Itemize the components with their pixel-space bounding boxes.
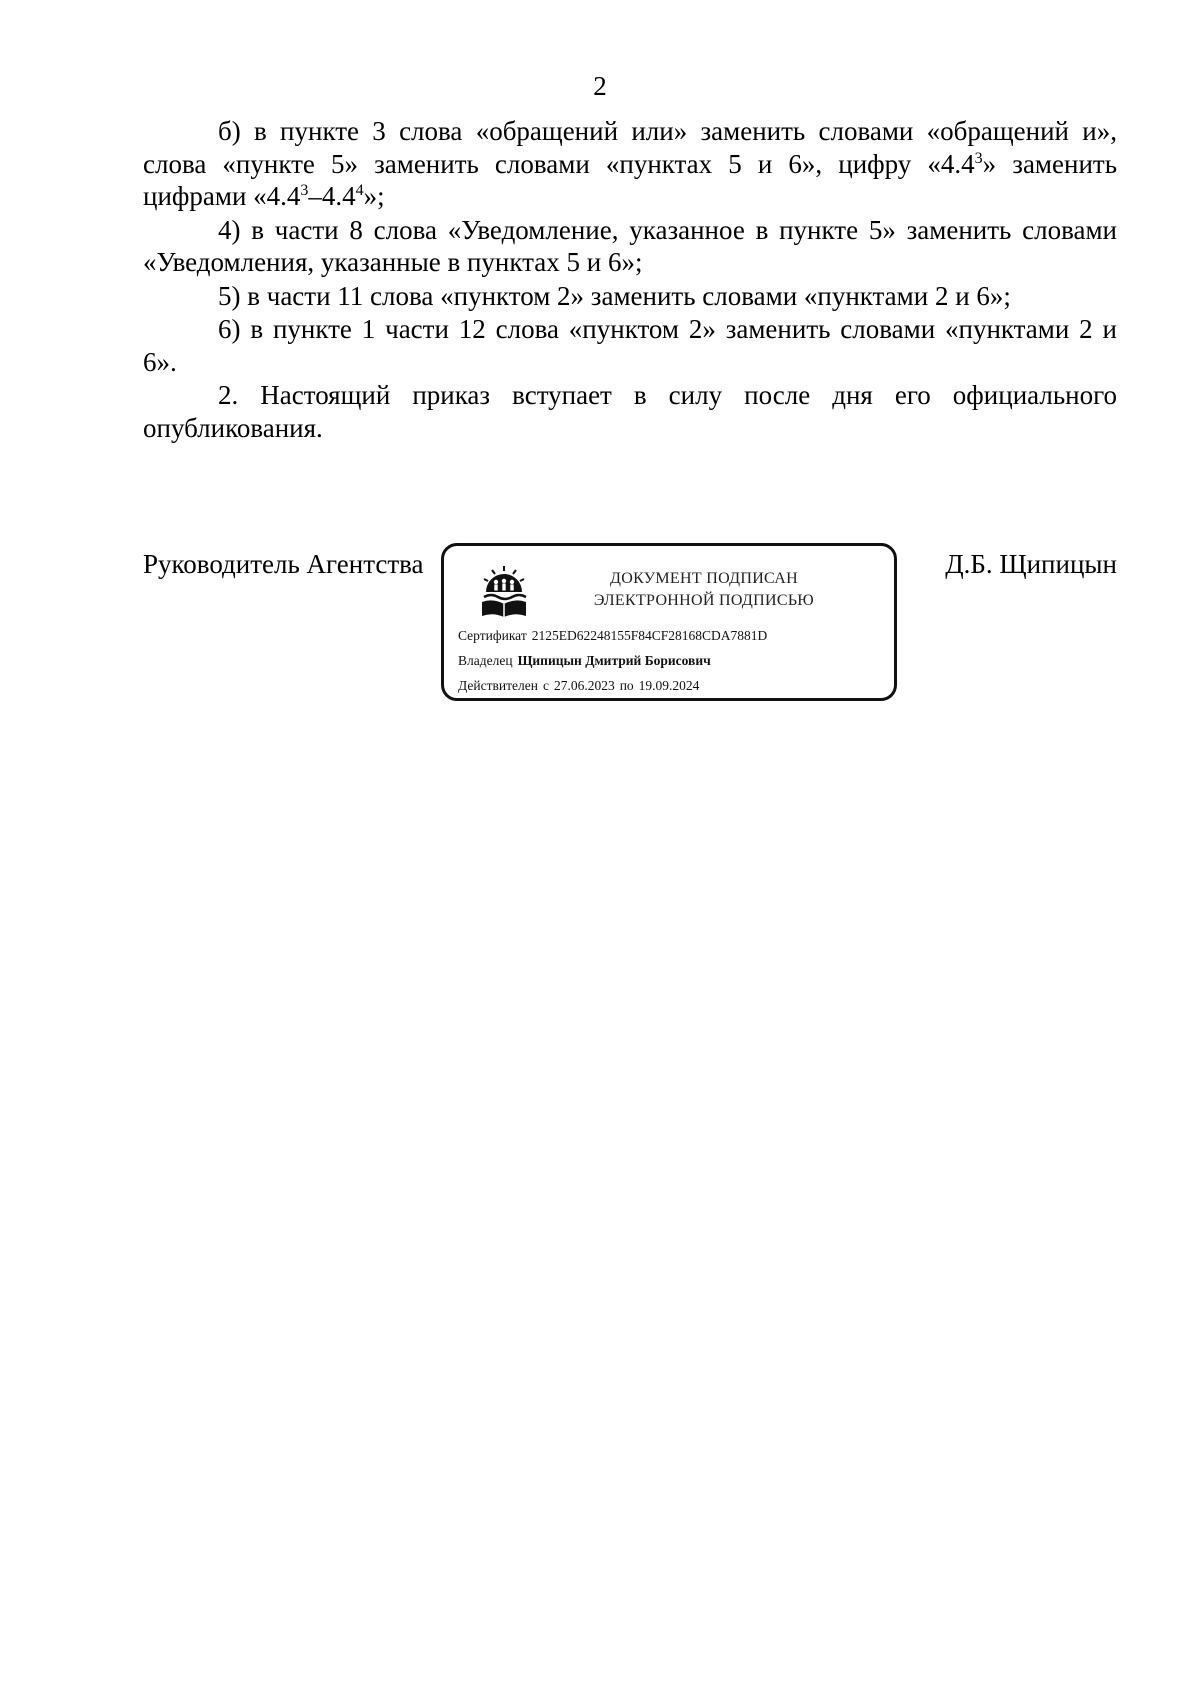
validity-from-date: 27.06.2023 (553, 678, 615, 693)
paragraph-4: 4) в части 8 слова «Уведомление, указанное в пункте 5» заменить словами «Уведомления, указанные в пунктах 5 и 6»; (143, 214, 1117, 277)
signatory-role: Руководитель Агентства (143, 549, 424, 579)
page-number: 2 (593, 71, 607, 101)
stamp-title-line-1: ДОКУМЕНТ ПОДПИСАН (610, 570, 798, 587)
certificate-value: 2125ED62248155F84CF28168CDA7881D (531, 628, 768, 643)
paragraph-b (143, 115, 1117, 213)
validity-from-word: с (542, 678, 549, 693)
validity-row (458, 677, 699, 695)
stamp-title (554, 568, 854, 612)
superscript: 3 (300, 182, 309, 199)
paragraph-text: »; (363, 181, 385, 211)
electronic-signature-stamp (441, 543, 897, 701)
paragraph-6: 6) в пункте 1 части 12 слова «пунктом 2» заменить словами «пунктами 2 и 6». (143, 314, 1117, 377)
stamp-title-line-2: ЭЛЕКТРОННОЙ ПОДПИСЬЮ (593, 592, 815, 609)
owner-row (458, 652, 711, 670)
validity-to-date: 19.09.2024 (638, 678, 700, 693)
superscript: 4 (355, 182, 364, 199)
superscript: 3 (974, 149, 983, 167)
paragraph-text: б) в пункте 3 слова «обращений или» заменить словами «обращений и», слова «пункте 5» заменить словами «пунктах 5 и 6», цифру «4.4 (143, 116, 1117, 179)
paragraph-text: –4.4 (308, 181, 356, 211)
signatory-name: Д.Б. Щипицын (945, 549, 1117, 579)
paragraph-5: 5) в части 11 слова «пунктом 2» заменить словами «пунктами 2 и 6»; (218, 280, 1011, 311)
owner-value: Щипицын Дмитрий Борисович (517, 653, 711, 668)
owner-label: Владелец (458, 653, 513, 668)
paragraph-2-effective: 2. Настоящий приказ вступает в силу после дня его официального опубликования. (143, 380, 1117, 443)
validity-label: Действителен (458, 678, 538, 693)
certificate-row (458, 627, 767, 645)
certificate-label: Сертификат (458, 628, 527, 643)
validity-to-word: по (619, 678, 634, 693)
regional-coat-of-arms-icon (478, 564, 530, 618)
document-body (143, 115, 1117, 444)
paragraph-text: » заменить цифрами «4.4 (143, 148, 1118, 211)
